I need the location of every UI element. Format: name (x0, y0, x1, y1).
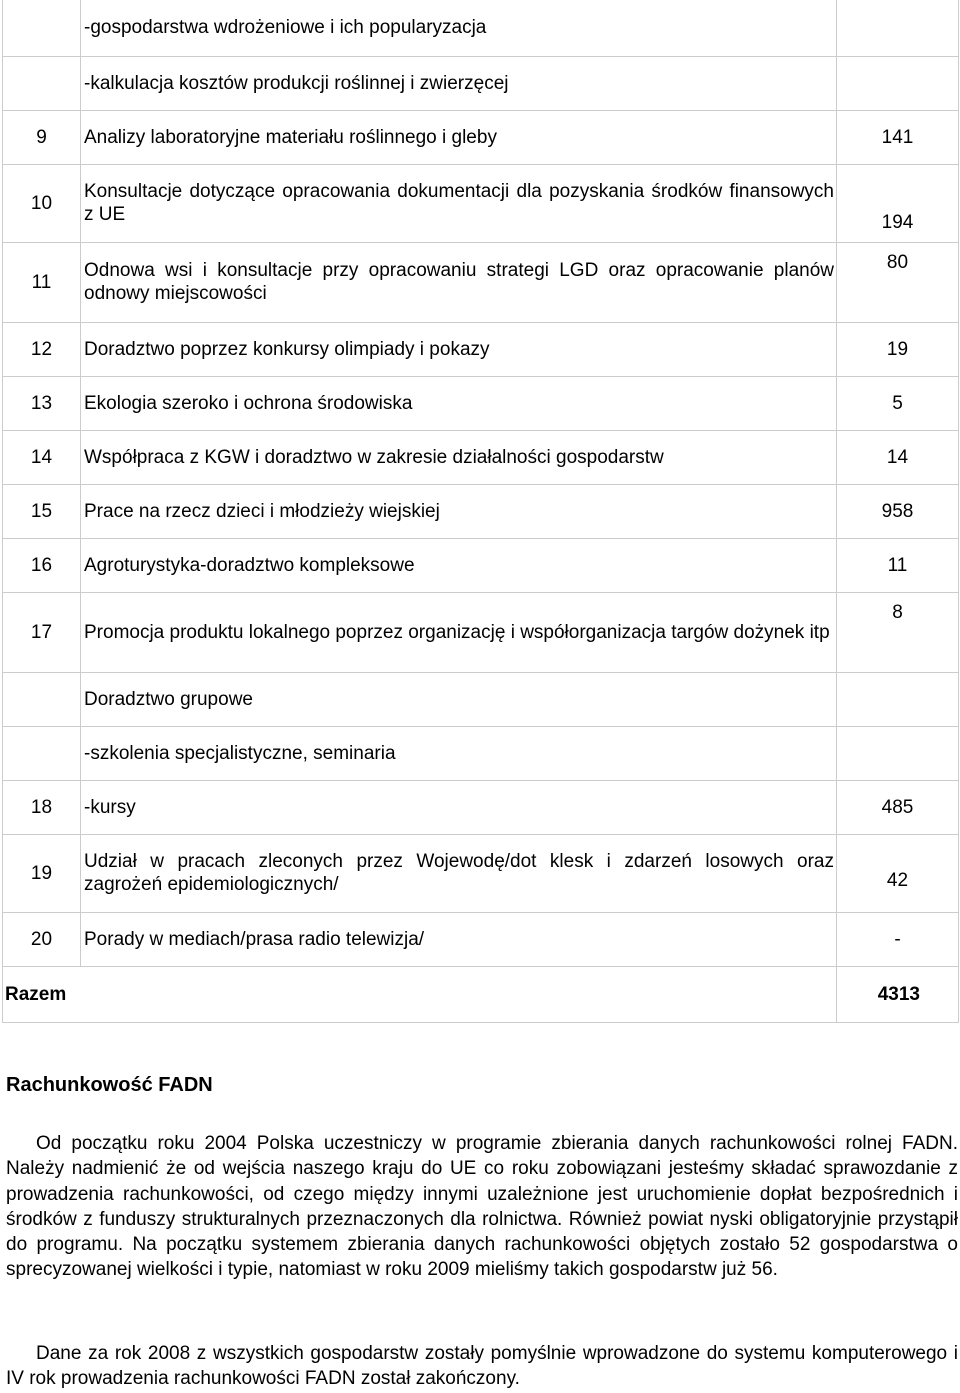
row-number: 9 (3, 110, 81, 164)
row-value (837, 672, 959, 726)
row-value: 80 (837, 242, 959, 322)
table-row (3, 164, 959, 242)
section-title: Rachunkowość FADN (6, 1074, 213, 1096)
row-number (3, 672, 81, 726)
row-number (3, 726, 81, 780)
row-text: Współpraca z KGW i doradztwo w zakresie działalności gospodarstw (81, 430, 837, 484)
total-label: Razem (3, 966, 837, 1022)
table-row (3, 592, 959, 672)
row-number: 10 (3, 164, 81, 242)
paragraph-text: Dane za rok 2008 z wszystkich gospodarstw zostały pomyślnie wprowadzone do systemu komputerowego i IV rok prowadzenia rachunkowości FADN został zakończony. (6, 1343, 958, 1390)
row-text: Agroturystyka-doradztwo kompleksowe (81, 538, 837, 592)
row-value: 11 (837, 538, 959, 592)
row-text: Udział w pracach zleconych przez Wojewodę/dot klesk i zdarzeń losowych oraz zagrożeń epidemiologicznych/ (81, 834, 837, 912)
total-row (3, 966, 959, 1022)
row-value (837, 56, 959, 110)
row-text: -szkolenia specjalistyczne, seminaria (81, 726, 837, 780)
row-value: 14 (837, 430, 959, 484)
row-number (3, 56, 81, 110)
table-row (3, 672, 959, 726)
table-row (3, 834, 959, 912)
row-value: 194 (837, 164, 959, 242)
row-text: Analizy laboratoryjne materiału roślinnego i gleby (81, 110, 837, 164)
row-value: - (837, 912, 959, 966)
row-number: 12 (3, 322, 81, 376)
row-number (3, 0, 81, 56)
row-text: Odnowa wsi i konsultacje przy opracowaniu strategi LGD oraz opracowanie planów odnowy miejscowości (81, 242, 837, 322)
row-value (837, 0, 959, 56)
row-number: 20 (3, 912, 81, 966)
row-number: 11 (3, 242, 81, 322)
row-text: -kursy (81, 780, 837, 834)
total-value: 4313 (837, 966, 959, 1022)
row-value: 958 (837, 484, 959, 538)
row-text: -kalkulacja kosztów produkcji roślinnej i zwierzęcej (81, 56, 837, 110)
table-row (3, 780, 959, 834)
row-number: 19 (3, 834, 81, 912)
row-text: Doradztwo poprzez konkursy olimpiady i pokazy (81, 322, 837, 376)
row-number: 14 (3, 430, 81, 484)
table-row (3, 110, 959, 164)
table-row (3, 912, 959, 966)
row-text: Konsultacje dotyczące opracowania dokumentacji dla pozyskania środków finansowych z UE (81, 164, 837, 242)
row-number: 13 (3, 376, 81, 430)
paragraph-fadn-2008 (6, 1341, 958, 1392)
row-number: 17 (3, 592, 81, 672)
row-value: 5 (837, 376, 959, 430)
row-value: 42 (837, 834, 959, 912)
table-row (3, 322, 959, 376)
table-row (3, 538, 959, 592)
row-text: Ekologia szeroko i ochrona środowiska (81, 376, 837, 430)
row-value: 485 (837, 780, 959, 834)
paragraph-fadn-intro (6, 1131, 958, 1283)
row-text: Prace na rzecz dzieci i młodzieży wiejskiej (81, 484, 837, 538)
table-row (3, 726, 959, 780)
table-row (3, 376, 959, 430)
row-number: 16 (3, 538, 81, 592)
table-row (3, 242, 959, 322)
row-number: 18 (3, 780, 81, 834)
row-value (837, 726, 959, 780)
row-value: 141 (837, 110, 959, 164)
row-text: Doradztwo grupowe (81, 672, 837, 726)
row-value: 8 (837, 592, 959, 672)
row-text: Porady w mediach/prasa radio telewizja/ (81, 912, 837, 966)
row-text: -gospodarstwa wdrożeniowe i ich popularyzacja (81, 0, 837, 56)
table-row (3, 484, 959, 538)
table-row (3, 430, 959, 484)
table-row (3, 56, 959, 110)
activities-table (2, 0, 959, 1023)
row-value: 19 (837, 322, 959, 376)
paragraph-text: Od początku roku 2004 Polska uczestniczy w programie zbierania danych rachunkowości rolnej FADN. Należy nadmienić że od wejścia naszego kraju do UE co roku zobowiązani jesteśmy składać sprawozdanie z prowadzenia rachunkowości, od czego między innymi uzależnione jest uruchomienie dopłat bezpośrednich i środków z funduszy strukturalnych przeznaczonych dla rolnictwa. Również powiat nyski obligatoryjnie przystąpił do programu. Na początku systemem zbierania danych rachunkowości objętych zostało 52 gospodarstwa o sprecyzowanej wielkości i typie, natomiast w roku 2009 mieliśmy takich gospodarstw już 56. (6, 1133, 958, 1281)
row-text: Promocja produktu lokalnego poprzez organizację i współorganizacja targów dożynek itp (81, 592, 837, 672)
row-number: 15 (3, 484, 81, 538)
table-row (3, 0, 959, 56)
